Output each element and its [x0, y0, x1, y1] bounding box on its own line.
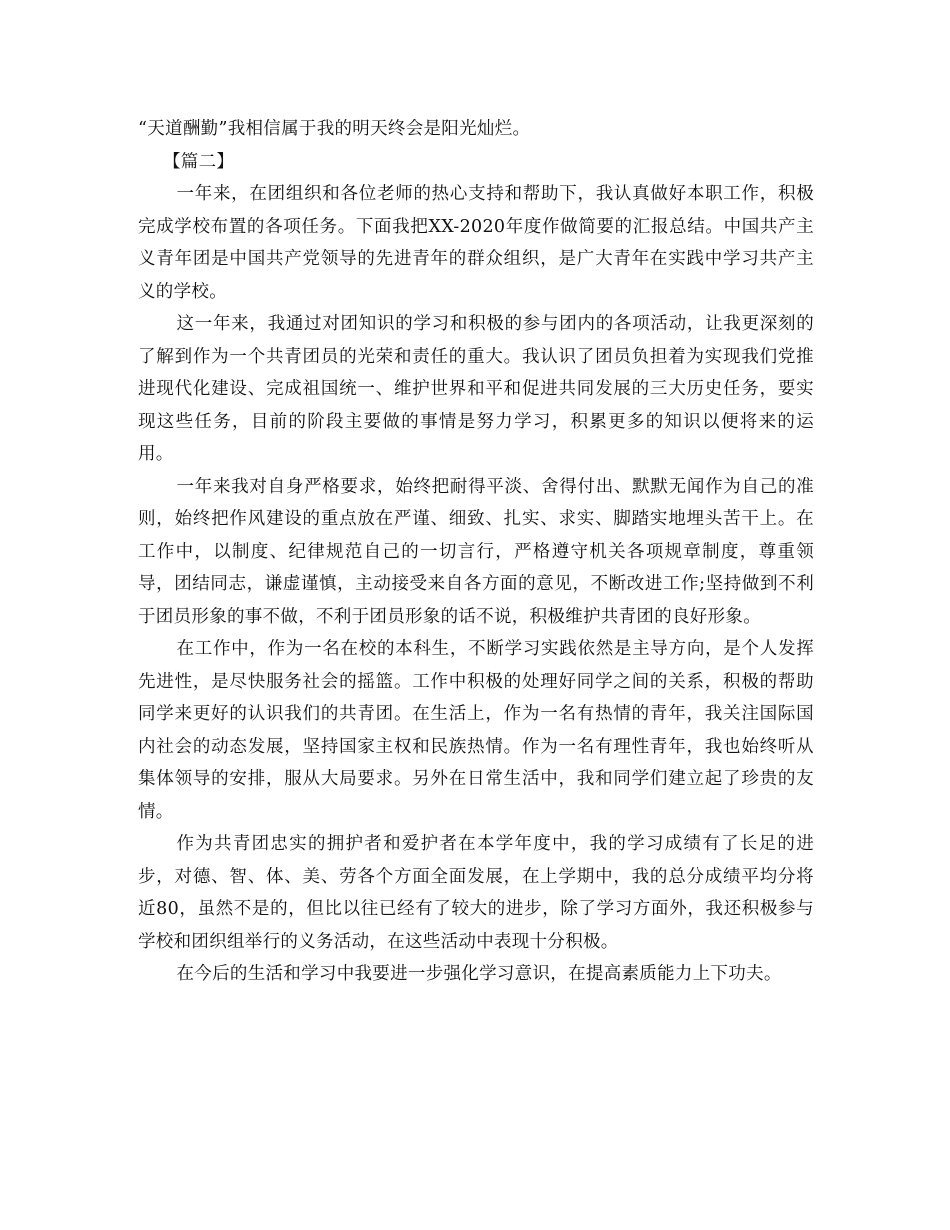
- section-heading: 【篇二】: [163, 151, 235, 172]
- paragraph: 在今后的生活和学习中我要进一步强化学习意识，在提高素质能力上下功夫。: [176, 964, 782, 984]
- paragraph: 在工作中，作为一名在校的本科生，不断学习实践依然是主导方向，是个人发挥先进性，是尽快服务社会的摇篮。工作中积极的处理好同学之间的关系，积极的帮助同学来更好的认识我们的共青团。在生活上，作为一名有热情的青年，我关注国际国内社会的动态发展，坚持国家主权和民族热情。作为一名有理性青年，我也始终听从集体领导的安排，服从大局要求。另外在日常生活中，我和同学们建立起了珍贵的友情。: [138, 639, 814, 822]
- paragraph: 一年来我对自身严格要求，始终把耐得平淡、舍得付出、默默无闻作为自己的准则，始终把作风建设的重点放在严谨、细致、扎实、求实、脚踏实地埋头苦干上。在工作中，以制度、纪律规范自己的一切言行，严格遵守机关各项规章制度，尊重领导，团结同志，谦虚谨慎，主动接受来自各方面的意见，不断改进工作;坚持做到不利于团员形象的事不做，不利于团员形象的话不说，积极维护共青团的良好形象。: [138, 476, 814, 627]
- continuation-line: “天道酬勤”我相信属于我的明天终会是阳光灿烂。: [138, 119, 531, 139]
- document-body: [138, 113, 814, 991]
- paragraph: 一年来，在团组织和各位老师的热心支持和帮助下，我认真做好本职工作，积极完成学校布置的各项任务。下面我把XX-2020年度作做简要的汇报总结。中国共产主义青年团是中国共产党领导的先进青年的群众组织，是广大青年在实践中学习共产主义的学校。: [138, 184, 814, 302]
- paragraph: 这一年来，我通过对团知识的学习和积极的参与团内的各项活动，让我更深刻的了解到作为一个共青团员的光荣和责任的重大。我认识了团员负担着为实现我们党推进现代化建设、完成祖国统一、维护世界和平和促进共同发展的三大历史任务，要实现这些任务，目前的阶段主要做的事情是努力学习，积累更多的知识以便将来的运用。: [138, 314, 814, 464]
- paragraph: 作为共青团忠实的拥护者和爱护者在本学年度中，我的学习成绩有了长足的进步，对德、智、体、美、劳各个方面全面发展，在上学期中，我的总分成绩平均分将近80，虽然不是的，但比以往已经有了较大的进步，除了学习方面外，我还积极参与学校和团织组举行的义务活动，在这些活动中表现十分积极。: [138, 834, 814, 952]
